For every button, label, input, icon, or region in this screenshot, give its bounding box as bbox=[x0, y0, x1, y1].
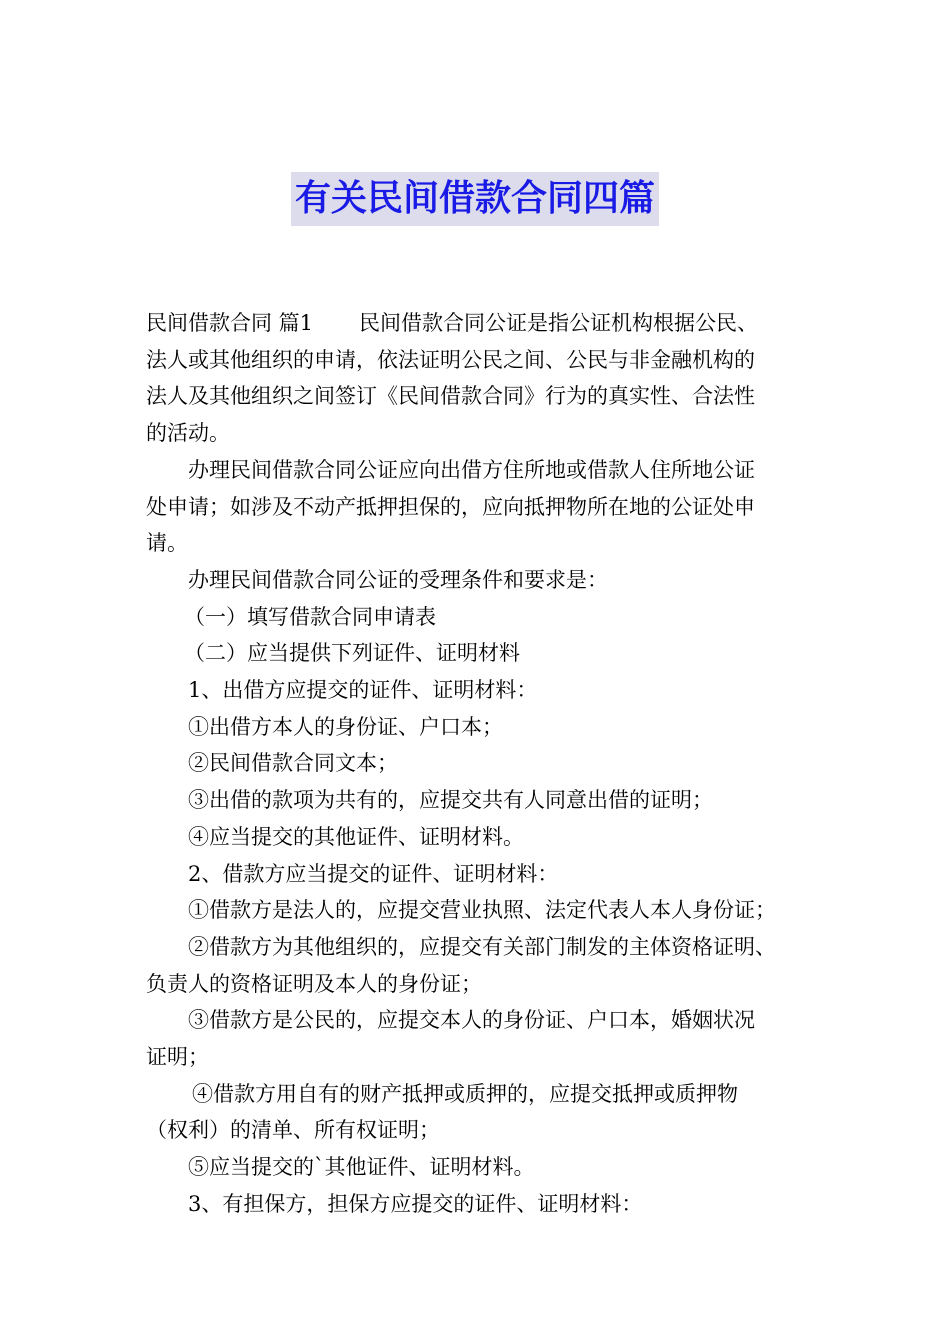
paragraph-line: 请。 bbox=[146, 531, 188, 556]
paragraph-line: 处申请；如涉及不动产抵押担保的，应向抵押物所在地的公证处申 bbox=[146, 494, 755, 519]
list-item: ①出借方本人的身份证、户口本； bbox=[188, 714, 503, 739]
document-title: 有关民间借款合同四篇 bbox=[291, 172, 659, 226]
list-item: ④应当提交的其他证件、证明材料。 bbox=[188, 824, 524, 849]
paragraph-line: 的活动。 bbox=[146, 421, 230, 446]
list-item: ①借款方是法人的，应提交营业执照、法定代表人本人身份证； bbox=[188, 898, 776, 923]
paragraph-line bbox=[146, 305, 826, 342]
list-item: （一）填写借款合同申请表 bbox=[184, 604, 436, 629]
list-item: ⑤应当提交的`其他证件、证明材料。 bbox=[188, 1155, 535, 1180]
paragraph-text: 民间借款合同公证是指公证机构根据公民、 bbox=[359, 311, 759, 335]
title-container bbox=[0, 172, 950, 226]
list-item: （二）应当提供下列证件、证明材料 bbox=[184, 641, 520, 666]
paragraph-line: 办理民间借款合同公证的受理条件和要求是： bbox=[188, 567, 608, 592]
list-item: 2、借款方应当提交的证件、证明材料： bbox=[188, 861, 559, 886]
list-item: ②民间借款合同文本； bbox=[188, 751, 398, 776]
list-item: ③出借的款项为共有的，应提交共有人同意出借的证明； bbox=[188, 788, 713, 813]
list-item: 1、出借方应提交的证件、证明材料： bbox=[188, 678, 538, 703]
paragraph-line: 负责人的资格证明及本人的身份证； bbox=[146, 971, 482, 996]
section-heading: 民间借款合同 篇1 bbox=[146, 311, 314, 335]
list-item: ④借款方用自有的财产抵押或质押的，应提交抵押或质押物 bbox=[192, 1081, 738, 1106]
paragraph-line: （权利）的清单、所有权证明； bbox=[146, 1118, 440, 1143]
paragraph-line: 法人及其他组织之间签订《民间借款合同》行为的真实性、合法性 bbox=[146, 384, 755, 409]
paragraph-line: 法人或其他组织的申请，依法证明公民之间、公民与非金融机构的 bbox=[146, 347, 755, 372]
list-item: 3、有担保方，担保方应提交的证件、证明材料： bbox=[188, 1191, 643, 1216]
list-item: ②借款方为其他组织的，应提交有关部门制发的主体资格证明、 bbox=[188, 934, 776, 959]
list-item: ③借款方是公民的，应提交本人的身份证、户口本，婚姻状况 bbox=[188, 1008, 755, 1033]
document-body bbox=[146, 305, 826, 1223]
paragraph-line: 证明； bbox=[146, 1045, 209, 1070]
paragraph-line: 办理民间借款合同公证应向出借方住所地或借款人住所地公证 bbox=[188, 457, 755, 482]
